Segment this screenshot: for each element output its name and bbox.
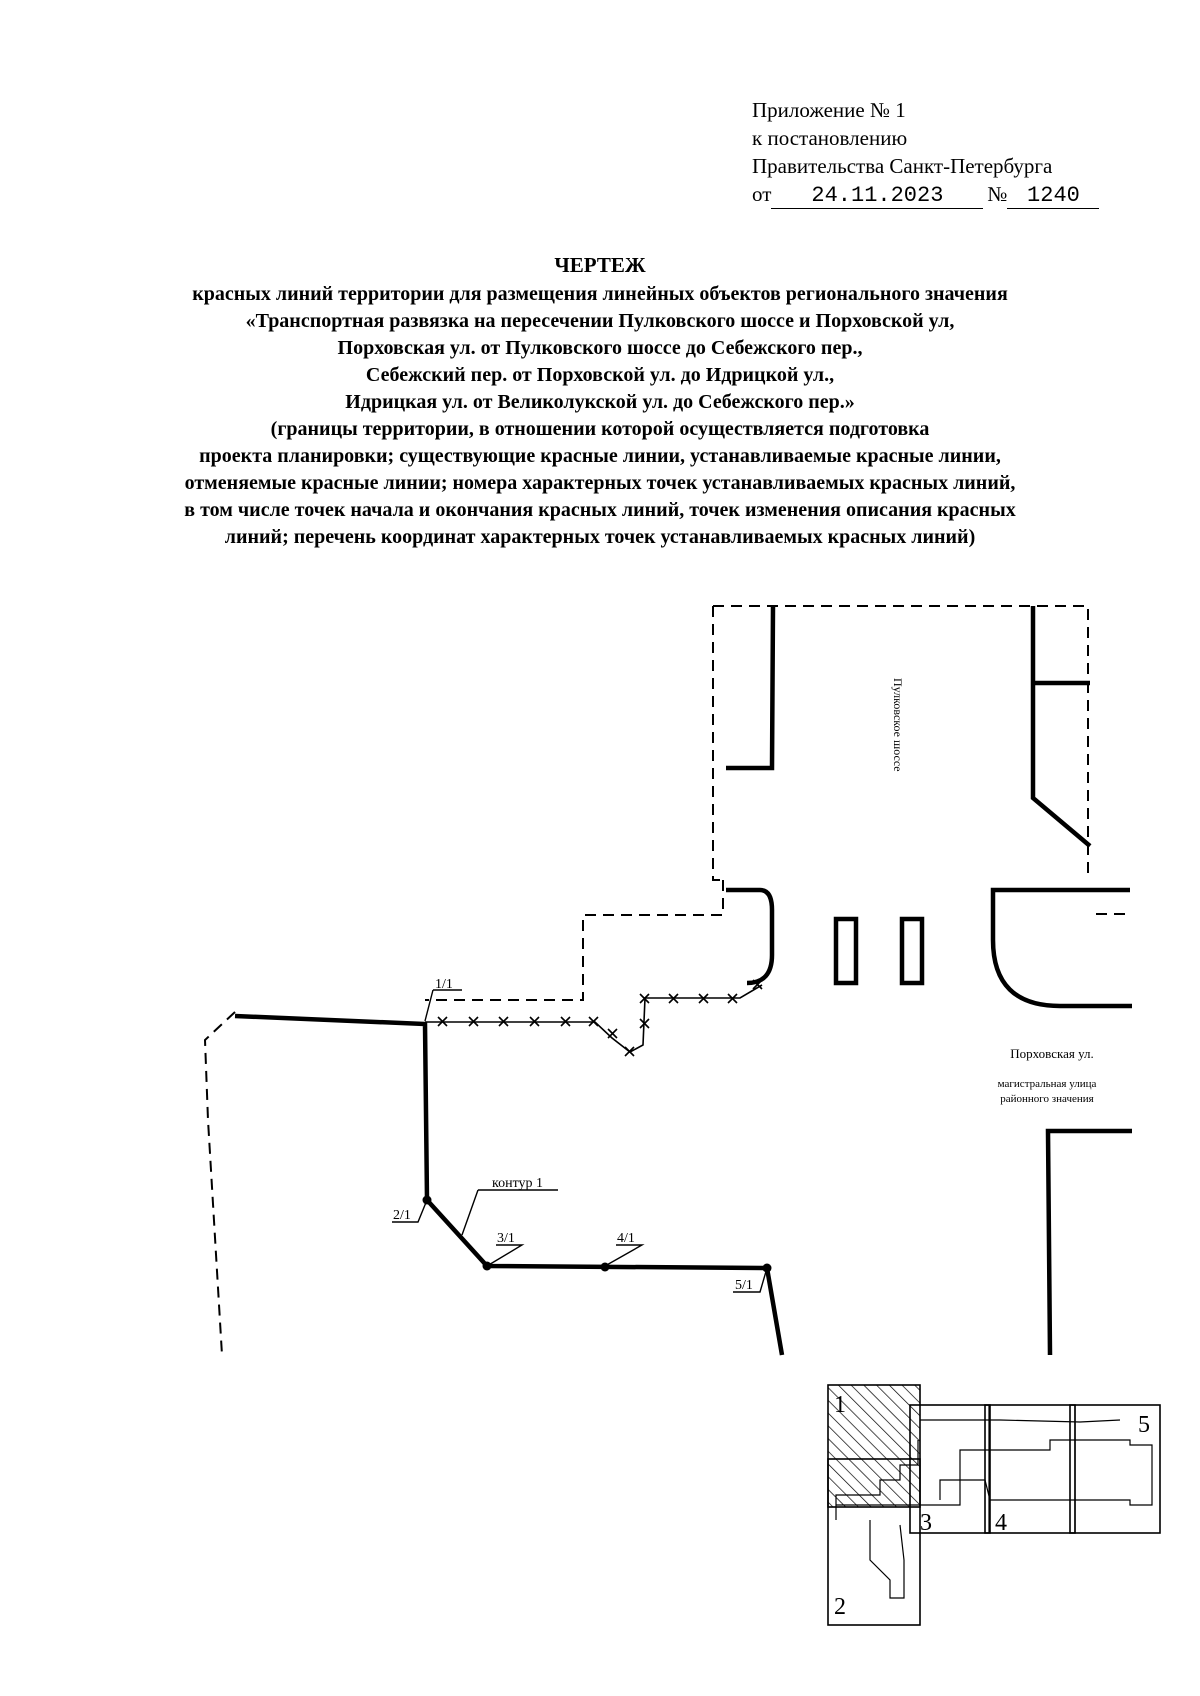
cancelled-line-crosses <box>438 980 762 1056</box>
point-label-4-1: 4/1 <box>617 1231 635 1246</box>
label-leaders <box>392 990 767 1292</box>
number-prefix: № <box>987 182 1008 206</box>
title-line: (границы территории, в отношении которой осуществляется подготовка <box>270 418 930 440</box>
date-prefix: от <box>752 182 772 206</box>
title-line: Себежский пер. от Порховской ул. до Идрицкой ул., <box>365 364 835 386</box>
sheet-label-1: 1 <box>834 1392 846 1418</box>
sheet-label-4: 4 <box>995 1510 1007 1536</box>
existing-red-lines <box>726 606 1132 1355</box>
title-line: «Транспортная развязка на пересечении Пулковского шоссе и Порховской ул, <box>245 310 955 332</box>
title-line: линий; перечень координат характерных точек устанавливаемых красных линий) <box>224 526 976 548</box>
street-label-porkhovskaya: Порховская ул. <box>1010 1046 1094 1061</box>
street-category-line-2: районного значения <box>1000 1093 1094 1105</box>
characteristic-points <box>423 1196 772 1273</box>
title-line: красных линий территории для размещения линейных объектов регионального значения <box>192 283 1008 305</box>
appendix-line-3: Правительства Санкт-Петербурга <box>752 154 1053 178</box>
sheet-label-2: 2 <box>834 1594 846 1620</box>
title-line: Идрицкая ул. от Великолукской ул. до Себежского пер.» <box>345 391 855 413</box>
appendix-line-1: Приложение № 1 <box>752 98 906 122</box>
title-line: отменяемые красные линии; номера характерных точек устанавливаемых красных линий, <box>184 472 1016 494</box>
document-number: 1240 <box>1007 184 1099 209</box>
sheet-index-map <box>828 1385 1160 1625</box>
title-line: Порховская ул. от Пулковского шоссе до Себежского пер., <box>337 337 863 359</box>
point-label-2-1: 2/1 <box>393 1208 411 1223</box>
territory-boundary <box>205 606 1132 1355</box>
title-line: в том числе точек начала и окончания красных линий, точек изменения описания красных <box>184 499 1016 521</box>
street-label-pulkovskoe: Пулковское шоссе <box>891 678 905 772</box>
title-heading: ЧЕРТЕЖ <box>554 253 646 277</box>
street-category-line-1: магистральная улица <box>997 1078 1097 1090</box>
point-label-5-1: 5/1 <box>735 1278 753 1293</box>
sheet-label-3: 3 <box>920 1510 932 1536</box>
point-label-3-1: 3/1 <box>497 1231 515 1246</box>
contour-label: контур 1 <box>492 1176 544 1191</box>
point-label-1-1: 1/1 <box>435 977 453 992</box>
title-line: проекта планировки; существующие красные линии, устанавливаемые красные линии, <box>199 445 1001 467</box>
document-date: 24.11.2023 <box>771 184 983 209</box>
sheet-label-5: 5 <box>1138 1412 1150 1438</box>
appendix-line-2: к постановлению <box>752 126 908 150</box>
